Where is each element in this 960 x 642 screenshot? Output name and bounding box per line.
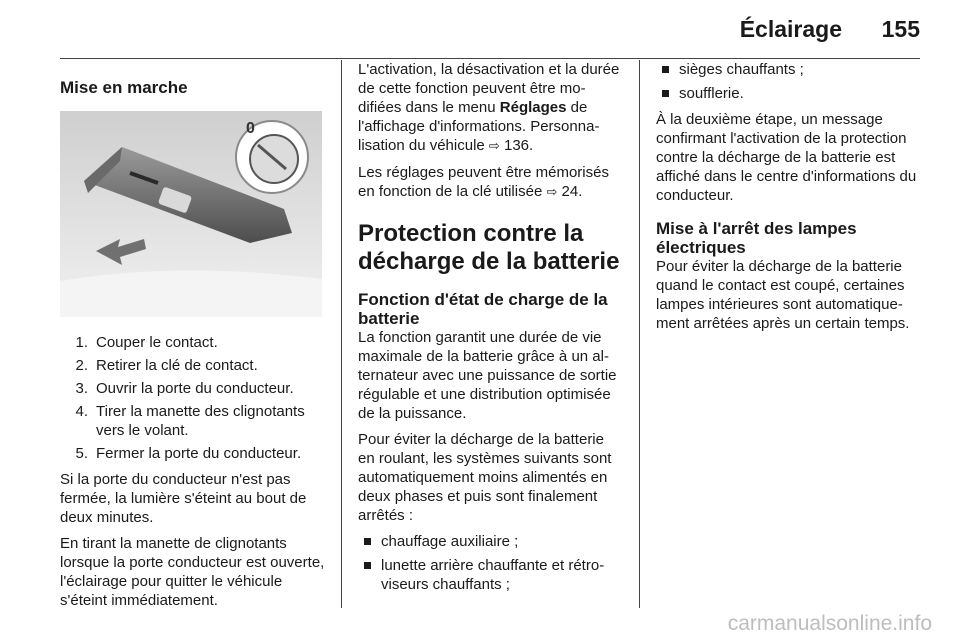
section-heading: Protection contre la décharge de la batterie — [358, 220, 620, 275]
bullet-list — [656, 60, 922, 103]
step-item: 3. Ouvrir la porte du conducteur. — [75, 380, 294, 397]
column-2 — [358, 60, 622, 601]
list-item: sièges chauffants ; — [656, 60, 922, 79]
page-number: 155 — [881, 16, 920, 42]
bullet-square-icon — [364, 562, 371, 569]
subsection-heading: Mise à l'arrêt des lampes électriques — [656, 219, 857, 257]
page-ref-icon: ⇨ — [546, 185, 558, 200]
ignition-position-label: 0 — [246, 120, 255, 137]
paragraph: L'activation, la désactivation et la durée de cette fonction peuvent être modifiées dans le menu Réglages de l'affichage d'informations. Personnalisation du véhicule ⇨ 136. — [358, 61, 620, 154]
step-item: 1. Couper le contact. — [75, 334, 218, 351]
step-item: 5. Fermer la porte du conducteur. — [75, 445, 302, 462]
step-item: 2. Retirer la clé de contact. — [75, 357, 258, 374]
section-heading: Mise en marche — [60, 78, 188, 97]
bullet-square-icon — [662, 90, 669, 97]
bullet-square-icon — [364, 538, 371, 545]
step-item: 4. Tirer la manette des clignotants vers le volant. — [75, 403, 305, 439]
dash-surface — [60, 270, 322, 317]
page-ref-icon: ⇨ — [488, 139, 500, 154]
watermark: carmanualsonline.info — [727, 612, 932, 635]
header-rule — [60, 58, 920, 59]
paragraph: Si la porte du conducteur n'est pas fermée, la lumière s'éteint au bout de deux minutes. — [60, 471, 307, 526]
column-divider — [639, 60, 640, 608]
page-header — [0, 0, 960, 58]
list-item: soufflerie. — [656, 84, 922, 103]
list-item: chauffage auxiliaire ; — [358, 532, 622, 551]
paragraph: À la deuxième étape, un message confirmant l'activation de la protection contre la décharge de la batterie est affiché dans le centre d'informations du conducteur. — [656, 111, 917, 204]
paragraph: Pour éviter la décharge de la batterie quand le contact est coupé, certaines lampes intérieures sont automatiquement arrêtées après un certain temps. — [656, 258, 910, 332]
paragraph: Les réglages peuvent être mémorisés en fonction de la clé utilisée ⇨ 24. — [358, 164, 609, 200]
bullet-list — [358, 532, 622, 594]
paragraph: La fonction garantit une durée de vie maximale de la batterie grâce à un alternateur avec une puissance de sortie régulable et une distribution optimisée de la puissance. — [358, 329, 617, 422]
list-item: lunette arrière chauffante et rétroviseurs chauffants ; — [358, 556, 622, 594]
lever-illustration — [60, 111, 322, 317]
turn-signal-lever-figure — [60, 111, 322, 317]
paragraph: Pour éviter la décharge de la batterie en roulant, les systèmes suivants sont automatiquement moins alimentés en deux phases et puis sont finalement arrêtés : — [358, 431, 612, 524]
subsection-heading: Fonction d'état de charge de la batterie — [358, 290, 608, 328]
column-1 — [60, 60, 332, 617]
page-ref-link[interactable]: 24. — [557, 183, 583, 200]
column-3 — [656, 60, 922, 340]
column-divider — [341, 60, 342, 608]
paragraph: En tirant la manette de clignotants lorsque la porte conducteur est ouverte, l'éclairage pour quitter le véhicule s'éteint immédiatement. — [60, 535, 325, 609]
bullet-square-icon — [662, 66, 669, 73]
page-ref-link[interactable]: 136. — [499, 137, 534, 154]
steps-list — [60, 333, 332, 463]
page-title: Éclairage — [739, 16, 842, 42]
menu-name: Réglages — [499, 99, 567, 116]
